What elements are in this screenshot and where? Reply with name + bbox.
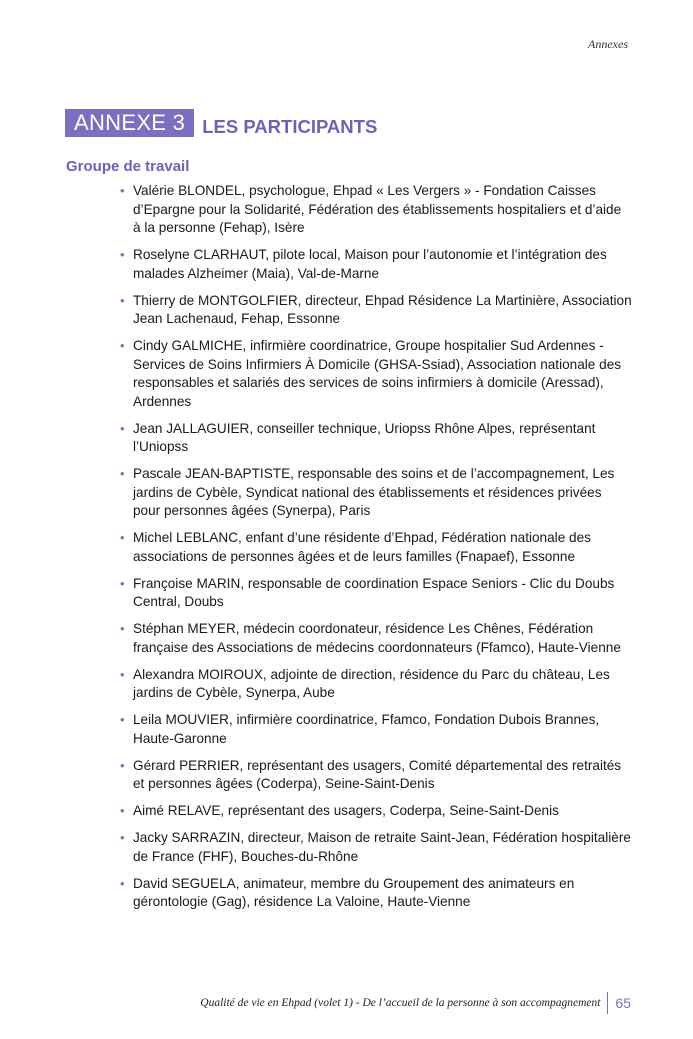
bullet-icon: • <box>120 875 125 891</box>
bullet-icon: • <box>120 183 125 198</box>
participant-text: Jacky SARRAZIN, directeur, Maison de retraite Saint-Jean, Fédération hospitalière de France (FHF), Bouches-du-Rhône <box>133 830 631 864</box>
participant-text: Valérie BLONDEL, psychologue, Ehpad « Les Vergers » - Fondation Caisses d’Epargne pour la Solidarité, Fédération des établissements hospitaliers et d’aide à la personne (Fehap), Isère <box>133 183 622 236</box>
participant-text: Roselyne CLARHAUT, pilote local, Maison pour l’autonomie et l’intégration des malades Alzheimer (Maia), Val-de-Marne <box>133 247 607 281</box>
participant-item <box>120 757 632 794</box>
participant-text: Aimé RELAVE, représentant des usagers, Coderpa, Seine-Saint-Denis <box>133 803 559 819</box>
annex-badge: ANNEXE 3 <box>65 109 194 137</box>
participant-list <box>120 182 632 920</box>
participant-item <box>120 529 632 566</box>
bullet-icon: • <box>120 712 125 728</box>
participant-text: Leila MOUVIER, infirmière coordinatrice, Ffamco, Fondation Dubois Brannes, Haute-Garonne <box>133 712 600 746</box>
participant-text: Thierry de MONTGOLFIER, directeur, Ehpad Résidence La Martinière, Association Jean Lachenaud, Fehap, Essonne <box>133 292 632 327</box>
page-footer <box>200 992 631 1014</box>
participant-text: Cindy GALMICHE, infirmière coordinatrice, Groupe hospitalier Sud Ardennes - Services de Soins Infirmiers À Domicile (GHSA-Ssiad), Association nationale des responsables et salariés des services de soins infirmiers à domicile (Aressad), Ardennes <box>133 338 622 409</box>
participant-text: Stéphan MEYER, médecin coordonateur, résidence Les Chênes, Fédération française des Associations de médecins coordonnateurs (Ffamco), Haute-Vienne <box>133 621 621 655</box>
participant-item <box>120 666 632 703</box>
bullet-icon: • <box>120 530 125 546</box>
section-title: Groupe de travail <box>66 158 190 175</box>
bullet-icon: • <box>120 621 125 637</box>
participant-item <box>120 182 632 238</box>
bullet-icon: • <box>120 757 125 773</box>
bullet-icon: • <box>120 247 125 263</box>
participant-item <box>120 420 632 457</box>
participant-item <box>120 575 632 612</box>
participant-item <box>120 875 632 912</box>
participant-text: Jean JALLAGUIER, conseiller technique, Uriopss Rhône Alpes, représentant l’Uniopss <box>133 420 596 455</box>
participant-item <box>120 829 632 866</box>
bullet-icon: • <box>120 666 125 682</box>
footer-title: Qualité de vie en Ehpad (volet 1) - De l’accueil de la personne à son accompagnement <box>200 997 601 1009</box>
page-number: 65 <box>615 995 631 1011</box>
participant-item <box>120 802 632 821</box>
participant-item <box>120 620 632 657</box>
bullet-icon: • <box>120 292 125 308</box>
participant-text: Alexandra MOIROUX, adjointe de direction, résidence du Parc du château, Les jardins de Cybèle, Synerpa, Aube <box>133 666 610 701</box>
participant-item <box>120 711 632 748</box>
bullet-icon: • <box>120 338 125 354</box>
bullet-icon: • <box>120 830 125 846</box>
participant-item <box>120 246 632 283</box>
participant-text: David SEGUELA, animateur, membre du Groupement des animateurs en gérontologie (Gag), résidence La Valoine, Haute-Vienne <box>133 875 575 910</box>
participant-text: Françoise MARIN, responsable de coordination Espace Seniors - Clic du Doubs Central, Doubs <box>133 575 615 610</box>
participant-text: Michel LEBLANC, enfant d’une résidente d’Ehpad, Fédération nationale des associations de personnes âgées et de leurs familles (Fnapaef), Essonne <box>133 530 591 564</box>
bullet-icon: • <box>120 420 125 436</box>
participant-item <box>120 292 632 329</box>
annex-heading: LES PARTICIPANTS <box>202 116 378 137</box>
running-head: Annexes <box>588 37 628 51</box>
annex-title <box>65 108 377 138</box>
bullet-icon: • <box>120 466 125 482</box>
participant-item <box>120 337 632 411</box>
participant-item <box>120 465 632 521</box>
participant-text: Pascale JEAN-BAPTISTE, responsable des soins et de l’accompagnement, Les jardins de Cybèle, Syndicat national des établissements et résidences privées pour personnes âgées (Synerpa), Paris <box>133 466 615 519</box>
bullet-icon: • <box>120 803 125 819</box>
participant-text: Gérard PERRIER, représentant des usagers, Comité départemental des retraités et personnes âgées (Coderpa), Seine-Saint-Denis <box>133 757 622 792</box>
bullet-icon: • <box>120 575 125 591</box>
